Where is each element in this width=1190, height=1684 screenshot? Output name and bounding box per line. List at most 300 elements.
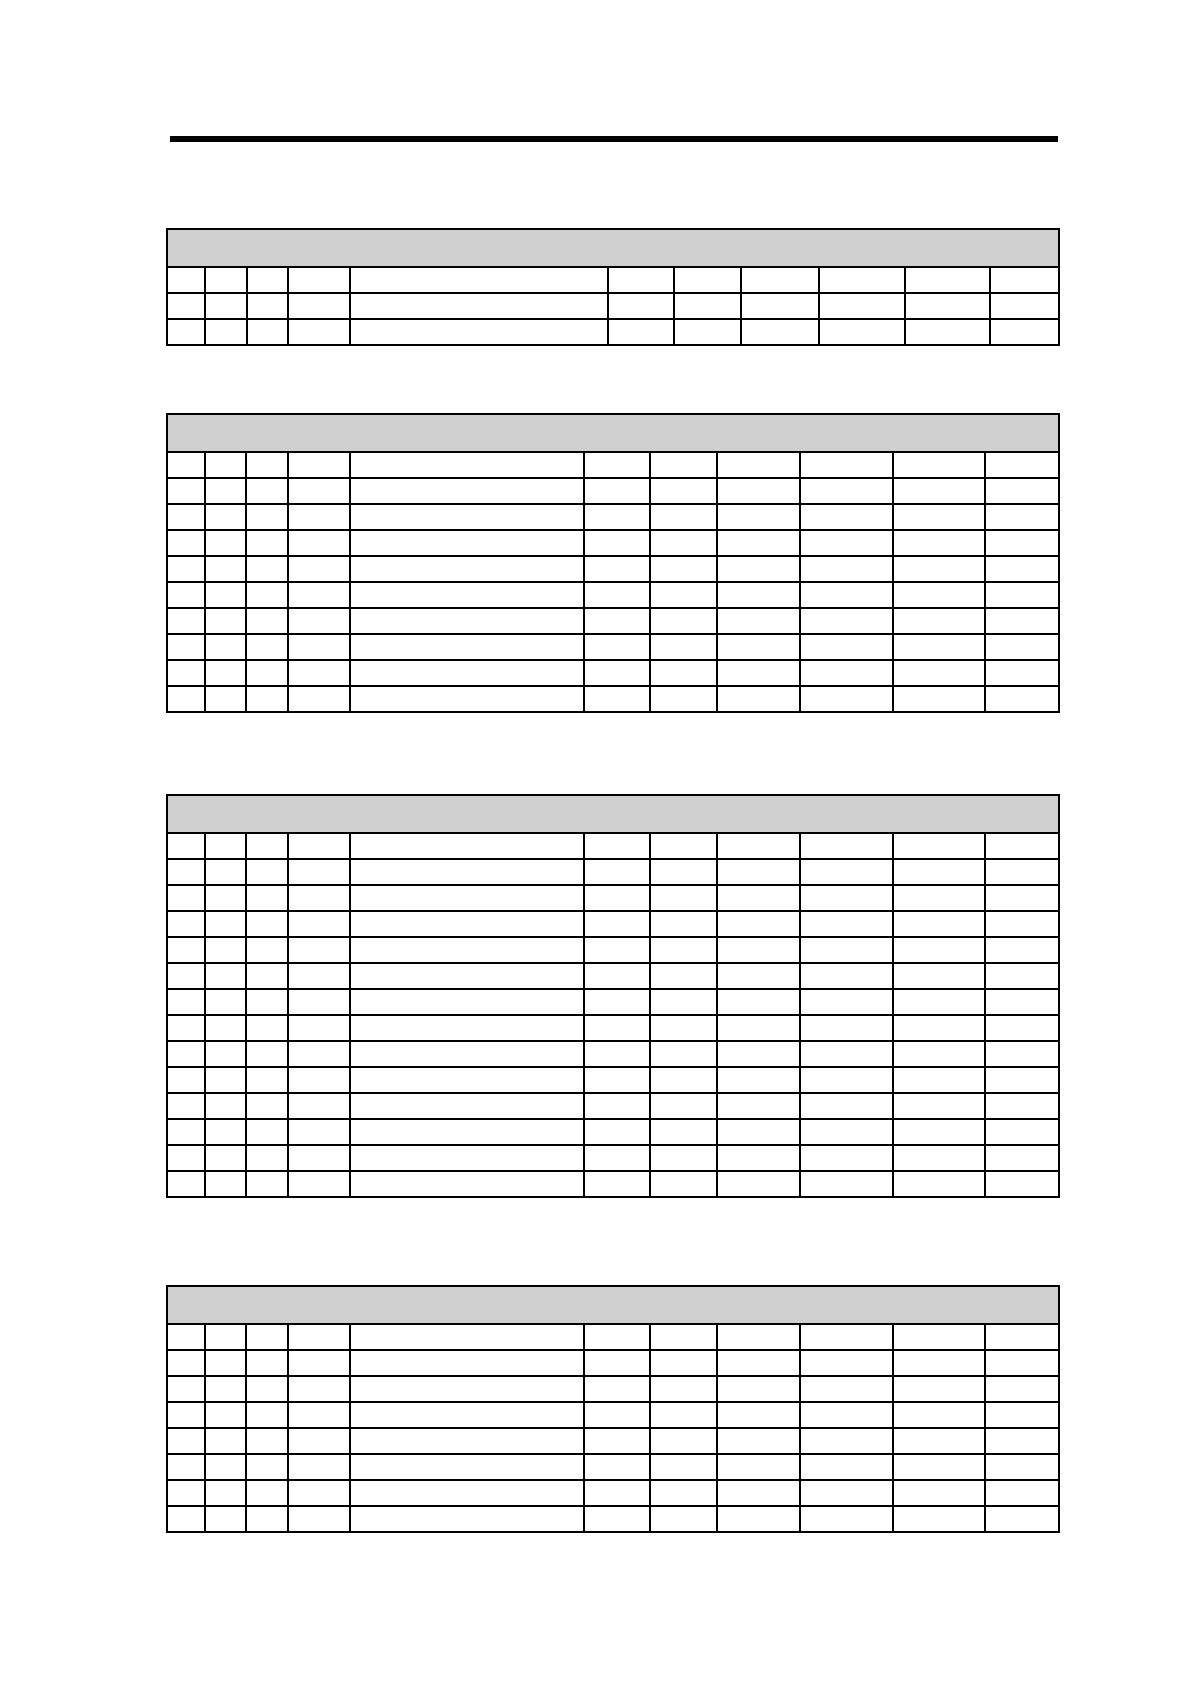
table-cell bbox=[350, 1324, 584, 1350]
table-cell bbox=[288, 478, 350, 504]
table-cell bbox=[584, 1093, 649, 1119]
table-cell bbox=[584, 911, 649, 937]
table-cell bbox=[246, 1015, 287, 1041]
table-cell bbox=[288, 1171, 350, 1197]
table-cell bbox=[717, 885, 800, 911]
table-cell bbox=[205, 1171, 246, 1197]
table-row bbox=[167, 1506, 1059, 1532]
table-cell bbox=[247, 267, 288, 293]
table-cell bbox=[584, 634, 649, 660]
table-cell bbox=[893, 634, 986, 660]
table-cell bbox=[717, 859, 800, 885]
table-cell bbox=[717, 634, 800, 660]
table-cell bbox=[350, 452, 584, 478]
table-cell bbox=[893, 1480, 986, 1506]
table-cell bbox=[985, 859, 1059, 885]
table-cell bbox=[800, 1376, 893, 1402]
table-cell bbox=[167, 1402, 205, 1428]
table-title bbox=[167, 229, 1059, 267]
table-cell bbox=[893, 1041, 986, 1067]
table-row bbox=[167, 1402, 1059, 1428]
table-cell bbox=[893, 608, 986, 634]
table-cell bbox=[584, 582, 649, 608]
table-cell bbox=[584, 530, 649, 556]
table-cell bbox=[350, 1119, 584, 1145]
table-cell bbox=[800, 504, 893, 530]
table-cell bbox=[584, 1454, 649, 1480]
table-header-band bbox=[167, 229, 1059, 267]
table-cell bbox=[717, 1145, 800, 1171]
table-cell bbox=[800, 1119, 893, 1145]
table-cell bbox=[205, 1350, 246, 1376]
table-cell bbox=[246, 608, 287, 634]
table-cell bbox=[167, 1376, 205, 1402]
table-cell bbox=[893, 1119, 986, 1145]
table-cell bbox=[246, 1376, 287, 1402]
table-cell bbox=[584, 1119, 649, 1145]
table-cell bbox=[800, 1093, 893, 1119]
table-cell bbox=[167, 556, 205, 582]
table-cell bbox=[288, 1324, 350, 1350]
table-row bbox=[167, 1428, 1059, 1454]
table-cell bbox=[167, 267, 205, 293]
table-cell bbox=[990, 319, 1059, 345]
table-cell bbox=[985, 556, 1059, 582]
table-row bbox=[167, 530, 1059, 556]
table-cell bbox=[288, 1428, 350, 1454]
table-cell bbox=[167, 1067, 205, 1093]
table-cell bbox=[650, 686, 717, 712]
table-row bbox=[167, 833, 1059, 859]
table-cell bbox=[246, 859, 287, 885]
table-cell bbox=[893, 504, 986, 530]
table-cell bbox=[985, 1428, 1059, 1454]
table-cell bbox=[584, 556, 649, 582]
table-row bbox=[167, 1015, 1059, 1041]
table-cell bbox=[800, 582, 893, 608]
table-cell bbox=[905, 319, 991, 345]
table-title bbox=[167, 414, 1059, 452]
table-cell bbox=[246, 1093, 287, 1119]
table-cell bbox=[893, 1171, 986, 1197]
table-cell bbox=[288, 1506, 350, 1532]
table-cell bbox=[800, 963, 893, 989]
table-cell bbox=[167, 963, 205, 989]
table-cell bbox=[717, 1324, 800, 1350]
table-cell bbox=[650, 556, 717, 582]
table-cell bbox=[205, 504, 246, 530]
table-cell bbox=[288, 608, 350, 634]
table-row bbox=[167, 963, 1059, 989]
table-cell bbox=[985, 660, 1059, 686]
table-row bbox=[167, 452, 1059, 478]
table-cell bbox=[288, 1480, 350, 1506]
table-cell bbox=[350, 859, 584, 885]
table-cell bbox=[584, 1428, 649, 1454]
table-cell bbox=[650, 582, 717, 608]
table-cell bbox=[350, 1350, 584, 1376]
table-row bbox=[167, 293, 1059, 319]
table-cell bbox=[350, 1402, 584, 1428]
table-cell bbox=[717, 1376, 800, 1402]
table-cell bbox=[246, 582, 287, 608]
table-cell bbox=[650, 1015, 717, 1041]
table-cell bbox=[288, 452, 350, 478]
table-cell bbox=[350, 1041, 584, 1067]
table-cell bbox=[985, 478, 1059, 504]
table-row bbox=[167, 319, 1059, 345]
table-cell bbox=[167, 686, 205, 712]
table-cell bbox=[205, 1119, 246, 1145]
table-cell bbox=[246, 833, 287, 859]
table-row bbox=[167, 582, 1059, 608]
table-cell bbox=[985, 989, 1059, 1015]
table-cell bbox=[288, 1067, 350, 1093]
table-cell bbox=[350, 1145, 584, 1171]
table-cell bbox=[205, 1506, 246, 1532]
table-row bbox=[167, 885, 1059, 911]
table-cell bbox=[893, 1454, 986, 1480]
table-cell bbox=[800, 1324, 893, 1350]
table-cell bbox=[608, 319, 674, 345]
table-2 bbox=[166, 413, 1060, 713]
table-cell bbox=[584, 686, 649, 712]
table-cell bbox=[893, 1350, 986, 1376]
table-cell bbox=[584, 1324, 649, 1350]
table-row bbox=[167, 686, 1059, 712]
table-cell bbox=[167, 1145, 205, 1171]
table-row bbox=[167, 478, 1059, 504]
table-cell bbox=[288, 556, 350, 582]
table-cell bbox=[800, 937, 893, 963]
table-cell bbox=[584, 1067, 649, 1093]
table-cell bbox=[800, 1428, 893, 1454]
table-cell bbox=[350, 530, 584, 556]
table-cell bbox=[650, 1041, 717, 1067]
table-cell bbox=[288, 530, 350, 556]
table-cell bbox=[288, 1350, 350, 1376]
table-cell bbox=[650, 937, 717, 963]
table-cell bbox=[205, 267, 246, 293]
table-row bbox=[167, 937, 1059, 963]
table-row bbox=[167, 1376, 1059, 1402]
table-row bbox=[167, 859, 1059, 885]
table-cell bbox=[985, 1093, 1059, 1119]
table-cell bbox=[246, 1324, 287, 1350]
table-cell bbox=[205, 989, 246, 1015]
table-cell bbox=[893, 963, 986, 989]
table-cell bbox=[800, 634, 893, 660]
table-row bbox=[167, 267, 1059, 293]
table-cell bbox=[717, 1041, 800, 1067]
table-cell bbox=[893, 885, 986, 911]
table-cell bbox=[800, 556, 893, 582]
table-cell bbox=[350, 1454, 584, 1480]
table-cell bbox=[246, 530, 287, 556]
table-cell bbox=[717, 1171, 800, 1197]
table-cell bbox=[893, 1402, 986, 1428]
table-cell bbox=[800, 1350, 893, 1376]
table-row bbox=[167, 1350, 1059, 1376]
table-cell bbox=[288, 660, 350, 686]
table-cell bbox=[205, 963, 246, 989]
table-cell bbox=[893, 911, 986, 937]
table-cell bbox=[584, 989, 649, 1015]
table-cell bbox=[584, 885, 649, 911]
table-cell bbox=[717, 608, 800, 634]
table-cell bbox=[167, 1350, 205, 1376]
table-cell bbox=[350, 504, 584, 530]
table-cell bbox=[717, 937, 800, 963]
table-cell bbox=[205, 885, 246, 911]
table-cell bbox=[584, 1376, 649, 1402]
table-cell bbox=[800, 608, 893, 634]
table-cell bbox=[905, 267, 991, 293]
table-cell bbox=[246, 885, 287, 911]
table-row bbox=[167, 556, 1059, 582]
table-cell bbox=[800, 1454, 893, 1480]
table-cell bbox=[990, 267, 1059, 293]
table-cell bbox=[288, 267, 350, 293]
table-cell bbox=[985, 1119, 1059, 1145]
table-cell bbox=[205, 1480, 246, 1506]
table-title bbox=[167, 795, 1059, 833]
table-cell bbox=[650, 1480, 717, 1506]
table-cell bbox=[893, 859, 986, 885]
table-cell bbox=[288, 1402, 350, 1428]
table-cell bbox=[350, 267, 608, 293]
table-cell bbox=[893, 582, 986, 608]
table-cell bbox=[800, 885, 893, 911]
table-cell bbox=[246, 911, 287, 937]
table-cell bbox=[246, 989, 287, 1015]
table-cell bbox=[985, 452, 1059, 478]
table-header-band bbox=[167, 795, 1059, 833]
table-cell bbox=[893, 989, 986, 1015]
table-cell bbox=[985, 1041, 1059, 1067]
table-cell bbox=[246, 556, 287, 582]
table-cell bbox=[985, 686, 1059, 712]
table-cell bbox=[674, 267, 742, 293]
table-cell bbox=[717, 1119, 800, 1145]
table-cell bbox=[246, 1145, 287, 1171]
table-cell bbox=[800, 989, 893, 1015]
table-cell bbox=[167, 582, 205, 608]
table-cell bbox=[288, 1454, 350, 1480]
table-cell bbox=[288, 859, 350, 885]
table-cell bbox=[350, 556, 584, 582]
table-cell bbox=[717, 1015, 800, 1041]
table-cell bbox=[247, 319, 288, 345]
table-cell bbox=[167, 1480, 205, 1506]
table-cell bbox=[650, 452, 717, 478]
table-cell bbox=[288, 911, 350, 937]
table-cell bbox=[246, 1041, 287, 1067]
table-cell bbox=[167, 1119, 205, 1145]
table-cell bbox=[717, 1428, 800, 1454]
table-cell bbox=[717, 478, 800, 504]
table-cell bbox=[650, 1324, 717, 1350]
table-row bbox=[167, 1324, 1059, 1350]
table-cell bbox=[893, 1428, 986, 1454]
table-cell bbox=[985, 1402, 1059, 1428]
table-cell bbox=[893, 937, 986, 963]
table-cell bbox=[819, 267, 905, 293]
table-cell bbox=[741, 293, 819, 319]
table-cell bbox=[717, 504, 800, 530]
table-cell bbox=[985, 937, 1059, 963]
table-cell bbox=[350, 1480, 584, 1506]
table-cell bbox=[985, 608, 1059, 634]
table-cell bbox=[288, 963, 350, 989]
table-cell bbox=[717, 452, 800, 478]
table-cell bbox=[584, 1145, 649, 1171]
table-cell bbox=[674, 319, 742, 345]
table-cell bbox=[800, 1506, 893, 1532]
table-cell bbox=[246, 963, 287, 989]
table-cell bbox=[205, 833, 246, 859]
table-cell bbox=[205, 911, 246, 937]
table-cell bbox=[800, 1402, 893, 1428]
table-cell bbox=[985, 1350, 1059, 1376]
table-cell bbox=[985, 963, 1059, 989]
table-cell bbox=[205, 319, 246, 345]
table-cell bbox=[167, 504, 205, 530]
table-cell bbox=[288, 319, 350, 345]
table-cell bbox=[288, 1015, 350, 1041]
table-cell bbox=[650, 1067, 717, 1093]
table-cell bbox=[584, 504, 649, 530]
table-cell bbox=[350, 885, 584, 911]
table-cell bbox=[985, 1480, 1059, 1506]
table-cell bbox=[246, 1119, 287, 1145]
table-cell bbox=[674, 293, 742, 319]
table-cell bbox=[717, 833, 800, 859]
table-cell bbox=[288, 1376, 350, 1402]
table-cell bbox=[650, 1350, 717, 1376]
table-cell bbox=[800, 1171, 893, 1197]
table-cell bbox=[985, 504, 1059, 530]
table-cell bbox=[288, 1093, 350, 1119]
table-cell bbox=[893, 530, 986, 556]
table-cell bbox=[288, 1119, 350, 1145]
table-cell bbox=[985, 1506, 1059, 1532]
table-cell bbox=[800, 530, 893, 556]
table-cell bbox=[246, 1480, 287, 1506]
table-cell bbox=[717, 989, 800, 1015]
table-cell bbox=[650, 634, 717, 660]
table-cell bbox=[905, 293, 991, 319]
table-cell bbox=[288, 1145, 350, 1171]
table-cell bbox=[246, 937, 287, 963]
table-cell bbox=[167, 634, 205, 660]
table-cell bbox=[205, 478, 246, 504]
table-cell bbox=[350, 1506, 584, 1532]
table-cell bbox=[350, 319, 608, 345]
table-cell bbox=[985, 833, 1059, 859]
table-cell bbox=[167, 530, 205, 556]
table-cell bbox=[985, 1376, 1059, 1402]
table-cell bbox=[650, 833, 717, 859]
table-row bbox=[167, 1119, 1059, 1145]
table-cell bbox=[800, 1015, 893, 1041]
table-cell bbox=[167, 660, 205, 686]
table-cell bbox=[246, 1454, 287, 1480]
table-cell bbox=[650, 1093, 717, 1119]
table-cell bbox=[205, 937, 246, 963]
table-cell bbox=[350, 1171, 584, 1197]
table-cell bbox=[893, 478, 986, 504]
table-cell bbox=[800, 859, 893, 885]
table-cell bbox=[717, 1506, 800, 1532]
table-cell bbox=[650, 1428, 717, 1454]
table-cell bbox=[893, 452, 986, 478]
table-cell bbox=[584, 859, 649, 885]
table-cell bbox=[246, 478, 287, 504]
table-cell bbox=[246, 1171, 287, 1197]
table-cell bbox=[584, 452, 649, 478]
table-cell bbox=[205, 293, 246, 319]
table-4 bbox=[166, 1285, 1060, 1533]
table-cell bbox=[167, 1324, 205, 1350]
table-cell bbox=[717, 530, 800, 556]
table-cell bbox=[985, 634, 1059, 660]
table-cell bbox=[205, 1402, 246, 1428]
table-cell bbox=[990, 293, 1059, 319]
table-cell bbox=[985, 1145, 1059, 1171]
table-cell bbox=[650, 530, 717, 556]
table-row bbox=[167, 1093, 1059, 1119]
table-cell bbox=[741, 267, 819, 293]
table-cell bbox=[584, 1480, 649, 1506]
table-row bbox=[167, 1480, 1059, 1506]
table-cell bbox=[288, 1041, 350, 1067]
table-cell bbox=[205, 452, 246, 478]
table-cell bbox=[246, 1428, 287, 1454]
table-cell bbox=[350, 660, 584, 686]
table-cell bbox=[985, 530, 1059, 556]
table-cell bbox=[350, 634, 584, 660]
table-cell bbox=[985, 582, 1059, 608]
table-cell bbox=[288, 833, 350, 859]
table-cell bbox=[985, 911, 1059, 937]
table-cell bbox=[717, 1093, 800, 1119]
table-cell bbox=[893, 1145, 986, 1171]
table-3 bbox=[166, 794, 1060, 1198]
table-cell bbox=[650, 1119, 717, 1145]
table-cell bbox=[741, 319, 819, 345]
table-cell bbox=[985, 1171, 1059, 1197]
table-cell bbox=[246, 504, 287, 530]
table-cell bbox=[350, 989, 584, 1015]
table-cell bbox=[167, 319, 205, 345]
table-cell bbox=[800, 478, 893, 504]
table-cell bbox=[717, 1454, 800, 1480]
table-row bbox=[167, 1145, 1059, 1171]
table-cell bbox=[205, 1376, 246, 1402]
table-cell bbox=[167, 608, 205, 634]
table-cell bbox=[717, 911, 800, 937]
table-cell bbox=[205, 556, 246, 582]
table-cell bbox=[893, 1506, 986, 1532]
table-cell bbox=[650, 1171, 717, 1197]
table-cell bbox=[584, 1041, 649, 1067]
table-cell bbox=[800, 452, 893, 478]
table-cell bbox=[584, 1015, 649, 1041]
table-cell bbox=[167, 859, 205, 885]
table-cell bbox=[717, 686, 800, 712]
table-row bbox=[167, 911, 1059, 937]
